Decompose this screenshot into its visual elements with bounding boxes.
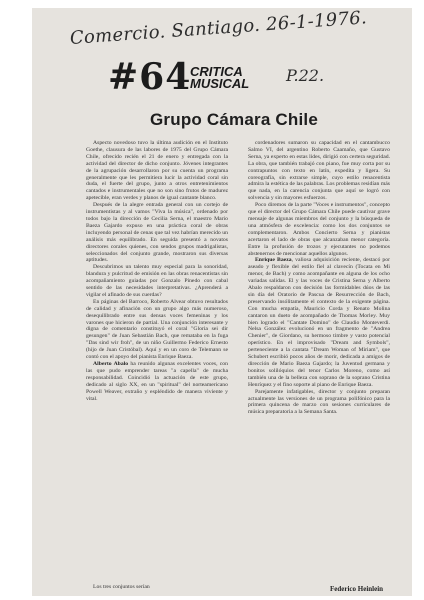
paragraph: Parejamente infatigables, director y conjunto preparan actualmente las versiones de un programa polifónico para la primera quincena de marzo con sesiones curriculares de música preparatoria a la Semana Santa. [248,388,390,416]
performer-name: Alberto Abalo [93,361,129,367]
article-headline: Grupo Cámara Chile [150,110,318,129]
paragraph: Alberto Abalo ha reunido algunas excelentes voces, con las que pudo emprender tareas "a capella" de mucha responsabilidad. Coincidió la actuación de este grupo, dedicado al siglo XX, en un "spiritual" del norteamericano Powell Weaver, extraño y espléndido de manera viviente y vital. [86,361,228,402]
paragraph: cordenadores sumaron su capacidad en el cantambucco Salmo VI, del argentino Roberto Caamaño, que Gustavo Serna, ya experto en estas lides, dirigió con certera seguridad. La obra, que también trabajó con piano, fue muy corta por su contrapuntos con texto en latín, expedita y ligera. Su coreografía, sin extrarse simple, cuyo estilo renacentista admira la estética de las palabras. Los problemas residían más que nada, en la carencia conjunta que aquí se logró con solvencia y sin mayores esfuerzos. [248,140,390,202]
article-column-right [248,140,390,416]
handwritten-catalog-number: #64 [108,56,192,98]
kicker-line: CRITICA [190,64,243,79]
kicker-line: MUSICAL [190,76,250,91]
handwritten-page-number: P.22. [286,66,325,85]
closing-line: Los tres conjuntos serían [93,584,150,590]
paragraph: Enrique Baeza, valiosa adquisición reciente, destacó por aseado y flexible del estilo fiel al clavecín (Tocata en Mi menor, de Bach) y como acompañante en alguna de los ocho variadas salidas. El y las voces de Cristina Serna y Alberto Abalo respaldaron con decisión las formidables dúos de las sin día del Oratorio de Pascua de Resurrección de Bach, preservando insólitamente el contexto de la exigente página. Con mucha empatía, Mauricio Corda y Renato Molina cantaron un dueto de acompañado de Thomas Morley. Muy bien logrado el "Cantate Domino" de Claudio Monteverdi. Nelsa González evolucionó en un fragmento de "Andrea Chenier", de Giordano, su hermoso timbre y vasto potencial operístico. En el improvisado "Dream and Symbols", perteneciente a la cantata "Dream Woman of Miriam", que Schubert escribió pocos años de morir, dedicada a amigos de dirección de Mario Baeza Gajardo; la Juventud germana y bonitos solilóquios del tenor Carlos Moreno, como así también una de la belleza con soprano de la soprano Cristina Henríquez y el fino soporte al piano de Enrique Baeza. [248,257,390,388]
performer-name: Enrique Baeza [255,257,292,264]
author-signature: Federico Heinlein [330,585,384,593]
paragraph: Después de la alegre entrada general con un cortejo de instrumentistas y al vamos "Viva la música", ordenado por todos bajo la dirección de Cecilia Serna, el maestro Mario Baeza Gajardo expuso en una práctica coral de obras incluyendo personal de cenas que tal vez habrían merecido un análisis más equilibrado. En seguida presentó a novatos directores corales quienes, con sendos grupos madrigalistas, seleccionados del conjunto grande, mostraron sus diversas aptitudes. [86,202,228,264]
paragraph: Poco diremos de la parte "Voces e instrumentos", concepto que el director del Grupo Cámara Chile puede cautivar grave mensaje de algunas miembros del conjunto y la búsqueda de una atmósfera de excelencia: como los dos conjuntos se complementaron. Ambos Concierto Serna y pianistas acertaron el lado de obras que alcanzaban menor categoría. Entre la profusión de trozos y ejecutantes no podemos abstenernos de mencionar aquellos algunos. [248,202,390,257]
paragraph: En páginas del Barroco, Roberto Alvear obtuvo resultados de calidad y afinación con un grupo algo más numeroso, desequilibrado entre sus densas voces femeninas y los varones que hicieron de partial. Una conjunción interesante y digna de comentario constituyó el coral "Gloria sei dir gesungen" de Juan Sebastián Bach, que remataba en la fuga "Das sind wir froh", de un niño Guillermo Federico Ernesto (hijo de Juan Cristóbal). Aquí y en un coro de Telemann se contó con el apoyo del pianista Enrique Baeza. [86,298,228,361]
article-column-left [86,140,228,402]
section-kicker [190,66,280,90]
handwritten-source-note: Comercio. Santiago. 26-1-1976. [69,7,368,49]
paragraph: Aspecto novedoso tuvo la última audición en el Instituto Goethe, clausura de las labores de 1975 del Grupo Cámara Chile, ofrecido recién el 21 de enero y entregada con la actividad del director de dicho conjunto. Jóvenes integrantes de la agrupación desarrollaron por su cuenta un programa generalmente que les permitiera lucir la actividad coral sin duda, el fuerte del grupo, junto a otros entretenimientos cantados e instrumentales que no son sino frutos de madurez apetecible, eran verdes y planos de igual cantante blanco. [86,140,228,202]
paragraph: Descubrimos un talento muy especial para la sonoridad, blandura y pulcritud de emisión en las obras renacentistas sin acompañamiento guiadas por Gonzalo Pinedo con cabal sentido de las necesidades interpretativas. ¿Aprenderá a vigilar el afinado de sus cuerdas? [86,264,228,298]
